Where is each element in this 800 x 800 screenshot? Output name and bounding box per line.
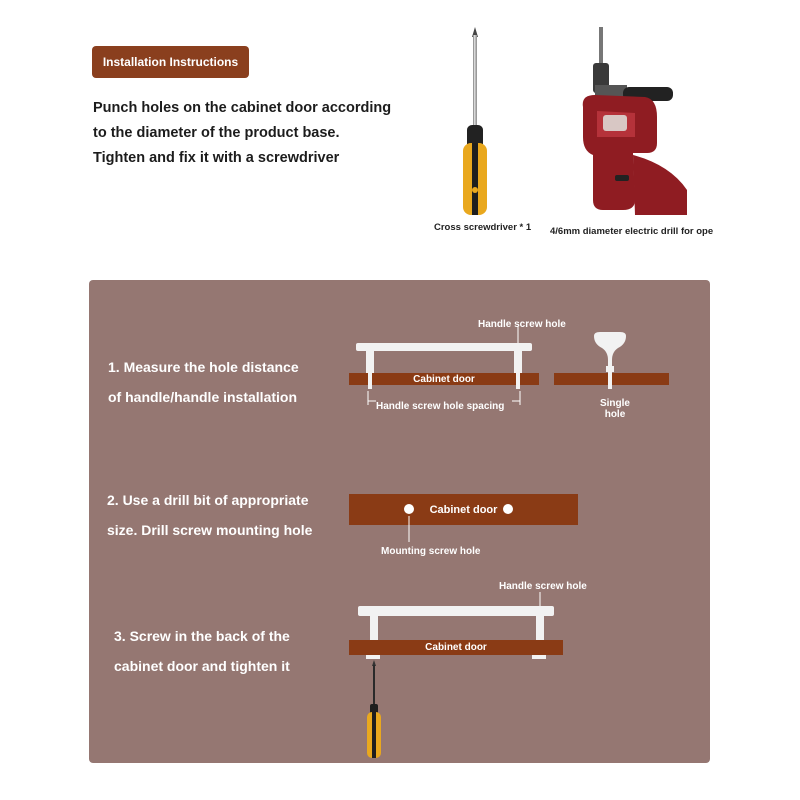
step-line: size. Drill screw mounting hole [107,521,313,538]
cabinet-door-step2 [349,494,578,525]
cabinet-door-label: Cabinet door [429,503,498,516]
single-hole-screw [608,373,612,389]
mounting-hole-pointer [400,514,420,544]
step2-text [107,486,312,545]
screwdriver-caption: Cross screwdriver * 1 [434,222,532,233]
cabinet-door-step1 [349,373,539,385]
handle-screw-left [368,373,372,389]
installation-instructions-badge: Installation Instructions [92,46,249,78]
intro-line: to the diameter of the product base. [93,125,340,141]
handle-screw-hole-label-step3: Handle screw hole [499,581,587,592]
handle-screw-right [516,373,520,389]
handle-screw-hole-spacing-label: Handle screw hole spacing [376,401,505,412]
step1-text [108,353,299,412]
intro-line: Tighten and fix it with a screwdriver [93,150,340,166]
single-hole-line: hole [604,409,626,420]
step-line: of handle/handle installation [108,388,298,405]
intro-line: Punch holes on the cabinet door according [93,100,392,116]
intro-text [93,96,423,171]
mounting-hole-right [503,504,513,514]
drill-caption: 4/6mm diameter electric drill for ope [550,226,714,237]
step-line: 3. Screw in the back of the [114,628,290,644]
screwdriver-step3-icon [362,660,386,760]
cross-screwdriver-icon [455,25,495,205]
step-line: 1. Measure the hole distance [108,359,299,375]
mounting-screw-hole-label: Mounting screw hole [381,546,481,557]
electric-drill-icon [575,25,705,215]
single-hole-line: Single [599,398,630,409]
screw-head-left [366,655,380,659]
single-hole-label [596,398,634,420]
step-line: 2. Use a drill bit of appropriate [107,492,309,508]
step-line: cabinet door and tighten it [114,657,290,674]
handle-screw-hole-label: Handle screw hole [478,319,566,330]
mounting-hole-left [404,504,414,514]
screw-head-right [532,655,546,659]
cabinet-door-label: Cabinet door [425,642,487,653]
cabinet-door-label: Cabinet door [413,373,475,385]
step3-text [114,622,290,681]
cabinet-door-step3 [349,640,563,655]
